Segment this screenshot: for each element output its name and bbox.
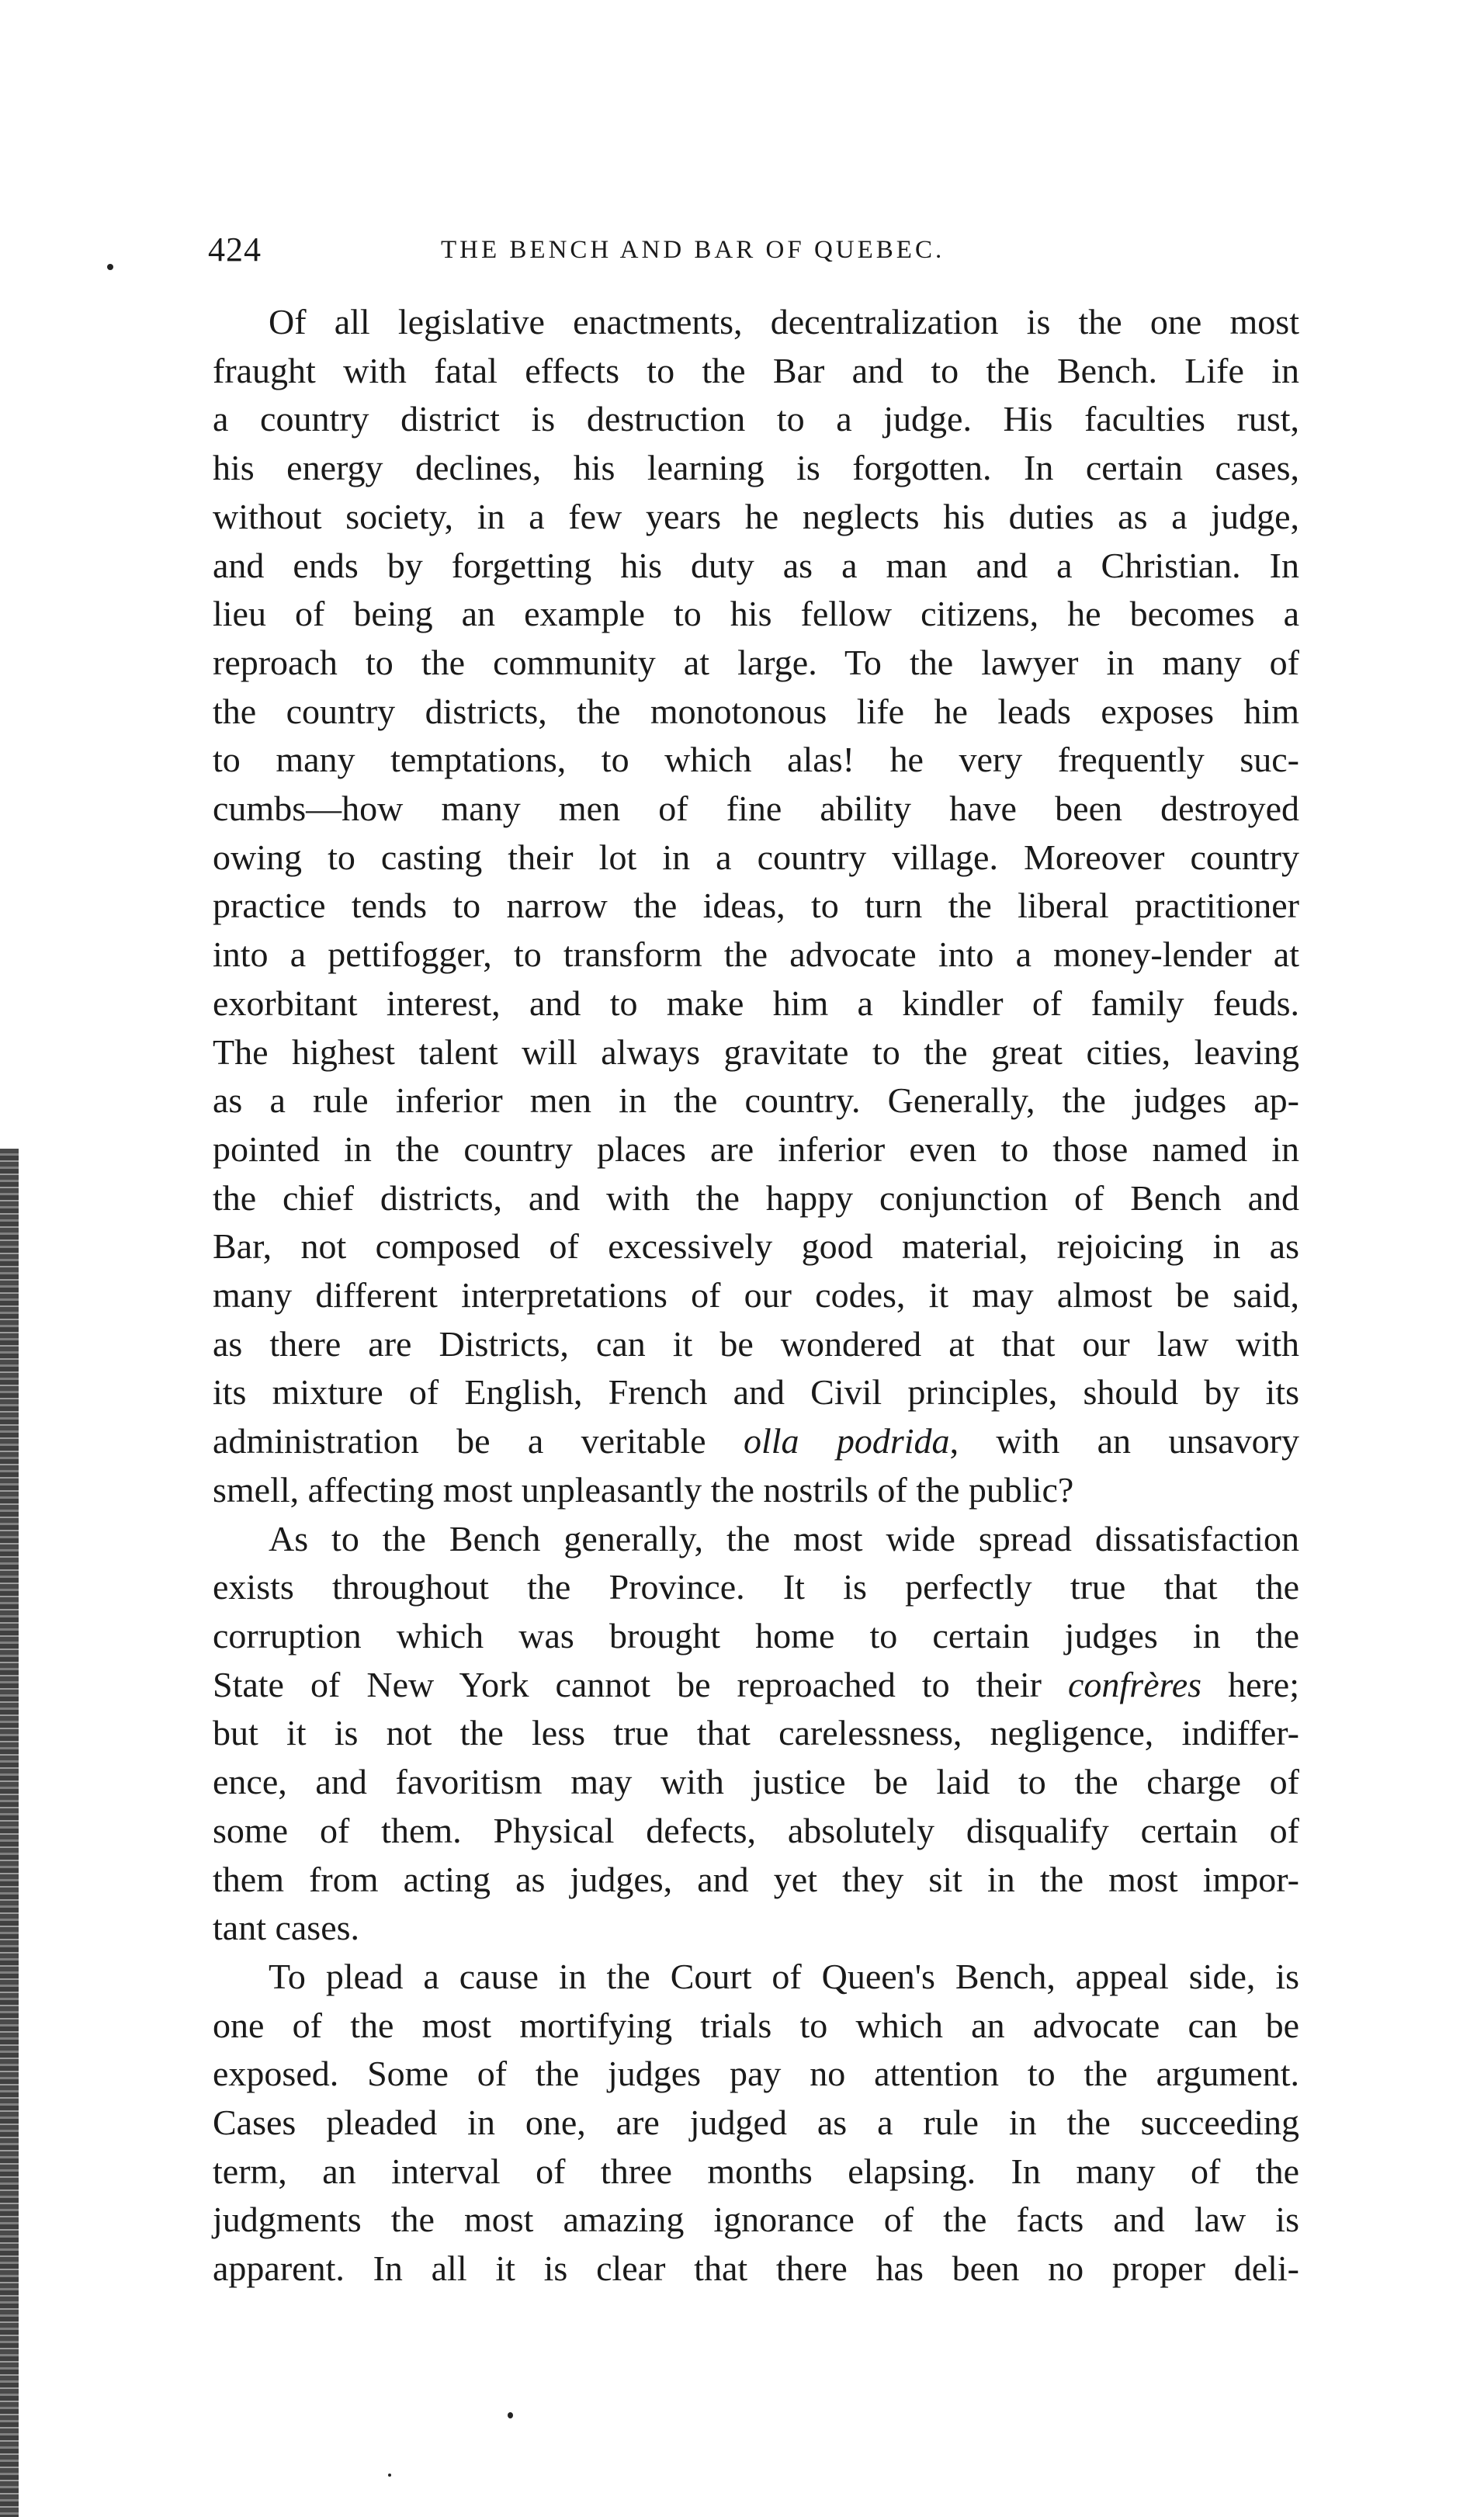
text-line: its mixture of English, French and Civil principles, should by its [213, 1372, 1299, 1413]
text-line: ence, and favoritism may with justice be laid to the charge of [213, 1762, 1299, 1802]
text-run: here; [1201, 1664, 1300, 1704]
italic-phrase: olla podrida [743, 1421, 950, 1461]
paragraph [213, 1515, 1299, 1953]
text-line: one of the most mortifying trials to which an advocate can be [213, 2005, 1299, 2045]
text-line: into a pettifogger, to transform the advocate into a money-lender at [213, 934, 1299, 975]
text-line: corruption which was brought home to certain judges in the [213, 1615, 1299, 1655]
text-line: but it is not the less true that carelessness, negligence, indiffer- [213, 1713, 1299, 1753]
text-line: The highest talent will always gravitate to the great cities, leaving [213, 1031, 1299, 1072]
text-line-with-italic [213, 1417, 1299, 1466]
italic-phrase: confrères [1068, 1664, 1202, 1704]
text-line: exists throughout the Province. It is perfectly true that the [213, 1567, 1299, 1607]
text-line: his energy declines, his learning is forgotten. In certain cases, [213, 448, 1299, 488]
text-line: cumbs—how many men of fine ability have been destroyed [213, 789, 1299, 829]
text-line: lieu of being an example to his fellow citizens, he becomes a [213, 594, 1299, 634]
text-line: them from acting as judges, and yet they sit in the most impor- [213, 1859, 1299, 1899]
page-number: 424 [208, 231, 262, 269]
text-run: administration be a veritable [213, 1421, 744, 1461]
text-line: practice tends to narrow the ideas, to turn the liberal practitioner [213, 886, 1299, 926]
text-line: as a rule inferior men in the country. Generally, the judges ap- [213, 1080, 1299, 1121]
page-header [208, 225, 1326, 275]
text-line: and ends by forgetting his duty as a man and a Christian. In [213, 545, 1299, 585]
text-line: some of them. Physical defects, absolutely disqualify certain of [213, 1810, 1299, 1850]
print-speck [508, 2412, 513, 2418]
text-line-with-italic [213, 1661, 1299, 1710]
text-line: tant cases. [213, 1908, 360, 1948]
text-line: apparent. In all it is clear that there has been no proper deli- [213, 2248, 1299, 2289]
text-line: the chief districts, and with the happy conjunction of Bench and [213, 1177, 1299, 1218]
text-line: many different interpretations of our codes, it may almost be said, [213, 1275, 1299, 1316]
text-line: as there are Districts, can it be wondered at that our law with [213, 1323, 1299, 1364]
text-line: As to the Bench generally, the most wide spread dissatisfaction [269, 1518, 1299, 1558]
text-line: smell, affecting most unpleasantly the nostrils of the public? [213, 1469, 1074, 1510]
text-line: the country districts, the monotonous life he leads exposes him [213, 691, 1299, 731]
print-speck [388, 2474, 391, 2477]
text-run: State of New York cannot be reproached to their [213, 1664, 1069, 1704]
text-line: a country district is destruction to a judge. His faculties rust, [213, 399, 1299, 439]
text-line: pointed in the country places are inferior even to those named in [213, 1128, 1299, 1169]
running-head: THE BENCH AND BAR OF QUEBEC. [441, 236, 945, 264]
text-line: judgments the most amazing ignorance of the facts and law is [213, 2200, 1299, 2240]
print-speck [107, 264, 113, 270]
paragraph [213, 298, 1299, 1515]
text-line: Cases pleaded in one, are judged as a rule in the succeeding [213, 2103, 1299, 2143]
text-line: reproach to the community at large. To the lawyer in many of [213, 642, 1299, 682]
text-line: fraught with fatal effects to the Bar and to the Bench. Life in [213, 350, 1299, 390]
paragraph [213, 1953, 1299, 2293]
text-line: To plead a cause in the Court of Queen's Bench, appeal side, is [269, 1956, 1299, 1996]
body-text [213, 298, 1299, 2293]
page-binding-edge [0, 1149, 19, 2517]
text-line: without society, in a few years he neglects his duties as a judge, [213, 496, 1299, 536]
text-line: to many temptations, to which alas! he very frequently suc- [213, 740, 1299, 780]
text-run: , with an unsavory [949, 1421, 1299, 1461]
text-line: exposed. Some of the judges pay no attention to the argument. [213, 2054, 1299, 2094]
text-line: exorbitant interest, and to make him a kindler of family feuds. [213, 983, 1299, 1023]
text-line: Bar, not composed of excessively good material, rejoicing in as [213, 1226, 1299, 1267]
text-line: Of all legislative enactments, decentralization is the one most [269, 302, 1299, 341]
text-line: owing to casting their lot in a country village. Moreover country [213, 837, 1299, 877]
text-line: term, an interval of three months elapsing. In many of the [213, 2151, 1299, 2191]
